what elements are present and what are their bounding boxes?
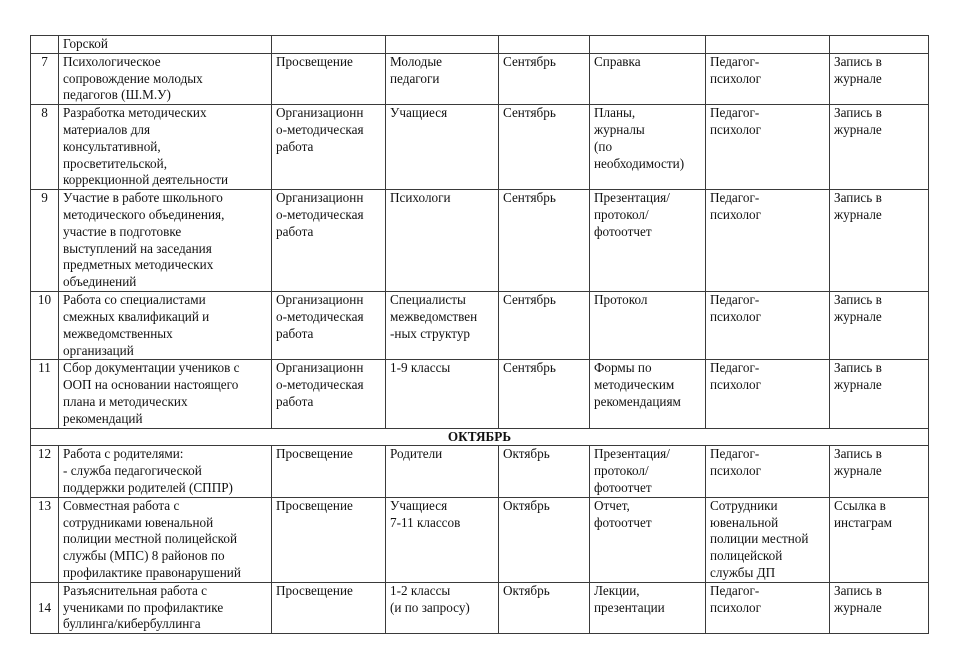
cell-title-line: полиции местной полицейской: [63, 531, 238, 547]
table-row: [31, 292, 929, 360]
cell-type: [272, 53, 386, 104]
cell-title-line: ООП на основании настоящего: [63, 377, 239, 393]
cell-report: [830, 105, 929, 190]
cell-title-line: - служба педагогической: [63, 463, 202, 479]
cell-report-line: журнале: [834, 308, 882, 324]
cell-title-line: просветительской,: [63, 155, 167, 171]
cell-report: [830, 36, 929, 54]
cell-title-line: рекомендаций: [63, 410, 143, 426]
cell-title-line: Психологическое: [63, 53, 161, 69]
cell-type-line: работа: [276, 223, 314, 239]
cell-audience-line: межведомствен: [390, 308, 478, 324]
cell-result-line: Формы по: [594, 360, 652, 376]
cell-type-line: Просвещение: [276, 53, 353, 69]
cell-responsible-line: полиции местной: [710, 531, 809, 547]
cell-type: [272, 36, 386, 54]
cell-title: [59, 497, 272, 582]
cell-title-line: Разработка методических: [63, 105, 207, 121]
cell-num: 12: [31, 446, 59, 497]
cell-audience: [386, 360, 499, 428]
cell-responsible-line: психолог: [710, 308, 762, 324]
cell-title-line: Разъяснительная работа с: [63, 582, 208, 598]
cell-num: 11: [31, 360, 59, 428]
cell-audience: [386, 105, 499, 190]
cell-report-line: Запись в: [834, 446, 882, 462]
cell-title-line: буллинга/кибербуллинга: [63, 616, 201, 632]
cell-audience: [386, 190, 499, 292]
cell-responsible: [706, 446, 830, 497]
cell-audience: [386, 36, 499, 54]
cell-type: [272, 360, 386, 428]
cell-report-line: Запись в: [834, 53, 882, 69]
work-plan-table: [30, 35, 929, 634]
cell-responsible-line: психолог: [710, 70, 762, 86]
cell-title-line: педагогов (Ш.М.У): [63, 87, 171, 103]
cell-num: 9: [31, 190, 59, 292]
cell-report: [830, 582, 929, 633]
cell-report: [830, 360, 929, 428]
cell-result: [590, 292, 706, 360]
cell-responsible-line: Педагог-: [710, 360, 760, 376]
cell-type-line: о-методическая: [276, 377, 364, 393]
cell-title: [59, 105, 272, 190]
table-row: [31, 105, 929, 190]
cell-title: Горской: [59, 36, 272, 54]
cell-audience-line: Специалисты: [390, 292, 466, 308]
cell-report-line: Ссылка в: [834, 497, 886, 513]
cell-result-line: протокол/: [594, 206, 649, 222]
cell-result: [590, 36, 706, 54]
cell-result-line: журналы: [594, 121, 645, 137]
cell-title-line: коррекционной деятельности: [63, 172, 229, 188]
cell-audience-line: Учащиеся: [390, 497, 448, 513]
cell-title-line: объединений: [63, 274, 137, 290]
cell-type-line: Организационн: [276, 190, 364, 206]
cell-audience: [386, 497, 499, 582]
cell-num: 8: [31, 105, 59, 190]
cell-report-line: журнале: [834, 463, 882, 479]
cell-audience-line: 7-11 классов: [390, 514, 461, 530]
cell-responsible-line: Педагог-: [710, 582, 760, 598]
cell-audience: [386, 292, 499, 360]
cell-responsible-line: Педагог-: [710, 105, 760, 121]
cell-report: [830, 190, 929, 292]
cell-audience: [386, 446, 499, 497]
cell-type-line: Организационн: [276, 292, 364, 308]
cell-type: [272, 190, 386, 292]
table-row: [31, 190, 929, 292]
cell-title: [59, 360, 272, 428]
cell-title-line: методического объединения,: [63, 206, 225, 222]
cell-result-line: презентации: [594, 599, 665, 615]
cell-title-line: плана и методических: [63, 393, 188, 409]
cell-responsible-line: Педагог-: [710, 53, 760, 69]
cell-num: 10: [31, 292, 59, 360]
cell-type-line: Просвещение: [276, 582, 353, 598]
cell-title-line: Сбор документации учеников с: [63, 360, 240, 376]
cell-report-line: журнале: [834, 121, 882, 137]
cell-result-line: Лекции,: [594, 582, 640, 598]
cell-type-line: работа: [276, 393, 314, 409]
cell-type-line: Организационн: [276, 105, 364, 121]
cell-responsible: [706, 292, 830, 360]
cell-responsible-line: психолог: [710, 463, 762, 479]
cell-result: [590, 105, 706, 190]
cell-title: [59, 190, 272, 292]
cell-responsible-line: Сотрудники: [710, 497, 778, 513]
cell-title-line: организаций: [63, 342, 134, 358]
cell-num: 14: [31, 582, 59, 633]
cell-result: [590, 446, 706, 497]
cell-type: [272, 446, 386, 497]
cell-report: [830, 53, 929, 104]
cell-audience-line: Родители: [390, 446, 443, 462]
cell-result-line: фотоотчет: [594, 479, 652, 495]
cell-title: [59, 446, 272, 497]
cell-month: Сентябрь: [499, 292, 590, 360]
cell-result: [590, 190, 706, 292]
cell-type-line: о-методическая: [276, 206, 364, 222]
cell-title-line: Совместная работа с: [63, 497, 180, 513]
cell-title-line: сотрудниками ювенальной: [63, 514, 214, 530]
cell-responsible: [706, 582, 830, 633]
cell-type-line: Организационн: [276, 360, 364, 376]
cell-month: Октябрь: [499, 446, 590, 497]
cell-audience: [386, 582, 499, 633]
cell-result: [590, 497, 706, 582]
cell-title: [59, 292, 272, 360]
cell-responsible-line: Педагог-: [710, 446, 760, 462]
cell-responsible-line: психолог: [710, 599, 762, 615]
table-row: [31, 360, 929, 428]
cell-responsible-line: полицейской: [710, 548, 783, 564]
cell-title-line: сопровождение молодых: [63, 70, 203, 86]
cell-type: [272, 497, 386, 582]
cell-month: Октябрь: [499, 497, 590, 582]
cell-title-line: службы (МПС) 8 районов по: [63, 548, 225, 564]
cell-type-line: о-методическая: [276, 308, 364, 324]
cell-responsible-line: психолог: [710, 206, 762, 222]
cell-responsible-line: ювенальной: [710, 514, 779, 530]
cell-title: [59, 53, 272, 104]
cell-result-line: Презентация/: [594, 446, 670, 462]
cell-responsible: [706, 497, 830, 582]
cell-report-line: Запись в: [834, 360, 882, 376]
cell-report-line: инстаграм: [834, 514, 892, 530]
cell-result: [590, 582, 706, 633]
cell-report-line: Запись в: [834, 190, 882, 206]
cell-responsible-line: Педагог-: [710, 292, 760, 308]
cell-responsible-line: психолог: [710, 121, 762, 137]
cell-report-line: журнале: [834, 70, 882, 86]
cell-result-line: фотоотчет: [594, 514, 652, 530]
cell-title-line: участие в подготовке: [63, 223, 182, 239]
cell-responsible-line: службы ДП: [710, 564, 776, 580]
cell-result-line: методическим: [594, 377, 675, 393]
cell-audience-line: Учащиеся: [390, 105, 448, 121]
cell-month: Сентябрь: [499, 190, 590, 292]
cell-report-line: журнале: [834, 206, 882, 222]
cell-month: Сентябрь: [499, 360, 590, 428]
cell-audience-line: 1-9 классы: [390, 360, 451, 376]
cell-result-line: Отчет,: [594, 497, 630, 513]
cell-responsible: [706, 53, 830, 104]
cell-type: [272, 292, 386, 360]
cell-responsible: [706, 360, 830, 428]
cell-type: [272, 582, 386, 633]
cell-result-line: фотоотчет: [594, 223, 652, 239]
cell-report-line: журнале: [834, 377, 882, 393]
cell-title-line: профилактике правонарушений: [63, 564, 241, 580]
cell-responsible-line: психолог: [710, 377, 762, 393]
cell-month: Сентябрь: [499, 53, 590, 104]
cell-result-line: Презентация/: [594, 190, 670, 206]
cell-result-line: рекомендациям: [594, 393, 681, 409]
month-header-october: ОКТЯБРЬ: [31, 428, 929, 446]
cell-result-line: Планы,: [594, 105, 636, 121]
table-row: [31, 497, 929, 582]
cell-title-line: учениками по профилактике: [63, 599, 224, 615]
cell-audience-line: Психологи: [390, 190, 451, 206]
cell-result: [590, 360, 706, 428]
cell-report: [830, 497, 929, 582]
cell-type-line: Просвещение: [276, 446, 353, 462]
cell-title-line: межведомственных: [63, 325, 173, 341]
cell-audience-line: -ных структур: [390, 325, 471, 341]
cell-type-line: работа: [276, 138, 314, 154]
cell-responsible-line: Педагог-: [710, 190, 760, 206]
cell-month: Сентябрь: [499, 105, 590, 190]
cell-responsible: [706, 105, 830, 190]
table-row-continuation: [31, 36, 929, 54]
cell-num: 13: [31, 497, 59, 582]
cell-report-line: Запись в: [834, 292, 882, 308]
cell-responsible: [706, 190, 830, 292]
table-row: [31, 446, 929, 497]
cell-type: [272, 105, 386, 190]
cell-report-line: Запись в: [834, 582, 882, 598]
cell-type-line: о-методическая: [276, 121, 364, 137]
cell-title-line: поддержки родителей (СППР): [63, 479, 233, 495]
cell-result-line: Справка: [594, 53, 641, 69]
month-header-row: [31, 428, 929, 446]
cell-audience: [386, 53, 499, 104]
cell-title-line: материалов для: [63, 121, 151, 137]
table-body: [31, 36, 929, 634]
cell-report: [830, 446, 929, 497]
cell-audience-line: педагоги: [390, 70, 440, 86]
cell-type-line: работа: [276, 325, 314, 341]
table-row: [31, 582, 929, 633]
cell-result-line: необходимости): [594, 155, 685, 171]
cell-title: [59, 582, 272, 633]
cell-audience-line: 1-2 классы: [390, 582, 451, 598]
cell-report-line: Запись в: [834, 105, 882, 121]
cell-responsible: [706, 36, 830, 54]
cell-num: [31, 36, 59, 54]
cell-title-line: Участие в работе школьного: [63, 190, 223, 206]
table-row: [31, 53, 929, 104]
cell-title-line: предметных методических: [63, 257, 214, 273]
cell-result: [590, 53, 706, 104]
cell-num: 7: [31, 53, 59, 104]
cell-title-line: консультативной,: [63, 138, 161, 154]
cell-audience-line: (и по запросу): [390, 599, 470, 615]
cell-month: [499, 36, 590, 54]
cell-audience-line: Молодые: [390, 53, 443, 69]
cell-month: Октябрь: [499, 582, 590, 633]
cell-title-line: выступлений на заседания: [63, 240, 212, 256]
cell-type-line: Просвещение: [276, 497, 353, 513]
cell-result-line: Протокол: [594, 292, 648, 308]
cell-title-line: Работа с родителями:: [63, 446, 184, 462]
cell-title-line: Работа со специалистами: [63, 292, 206, 308]
cell-result-line: (по: [594, 138, 613, 154]
cell-result-line: протокол/: [594, 463, 649, 479]
cell-report-line: журнале: [834, 599, 882, 615]
cell-title-line: смежных квалификаций и: [63, 308, 210, 324]
document-page: [30, 35, 929, 634]
cell-report: [830, 292, 929, 360]
